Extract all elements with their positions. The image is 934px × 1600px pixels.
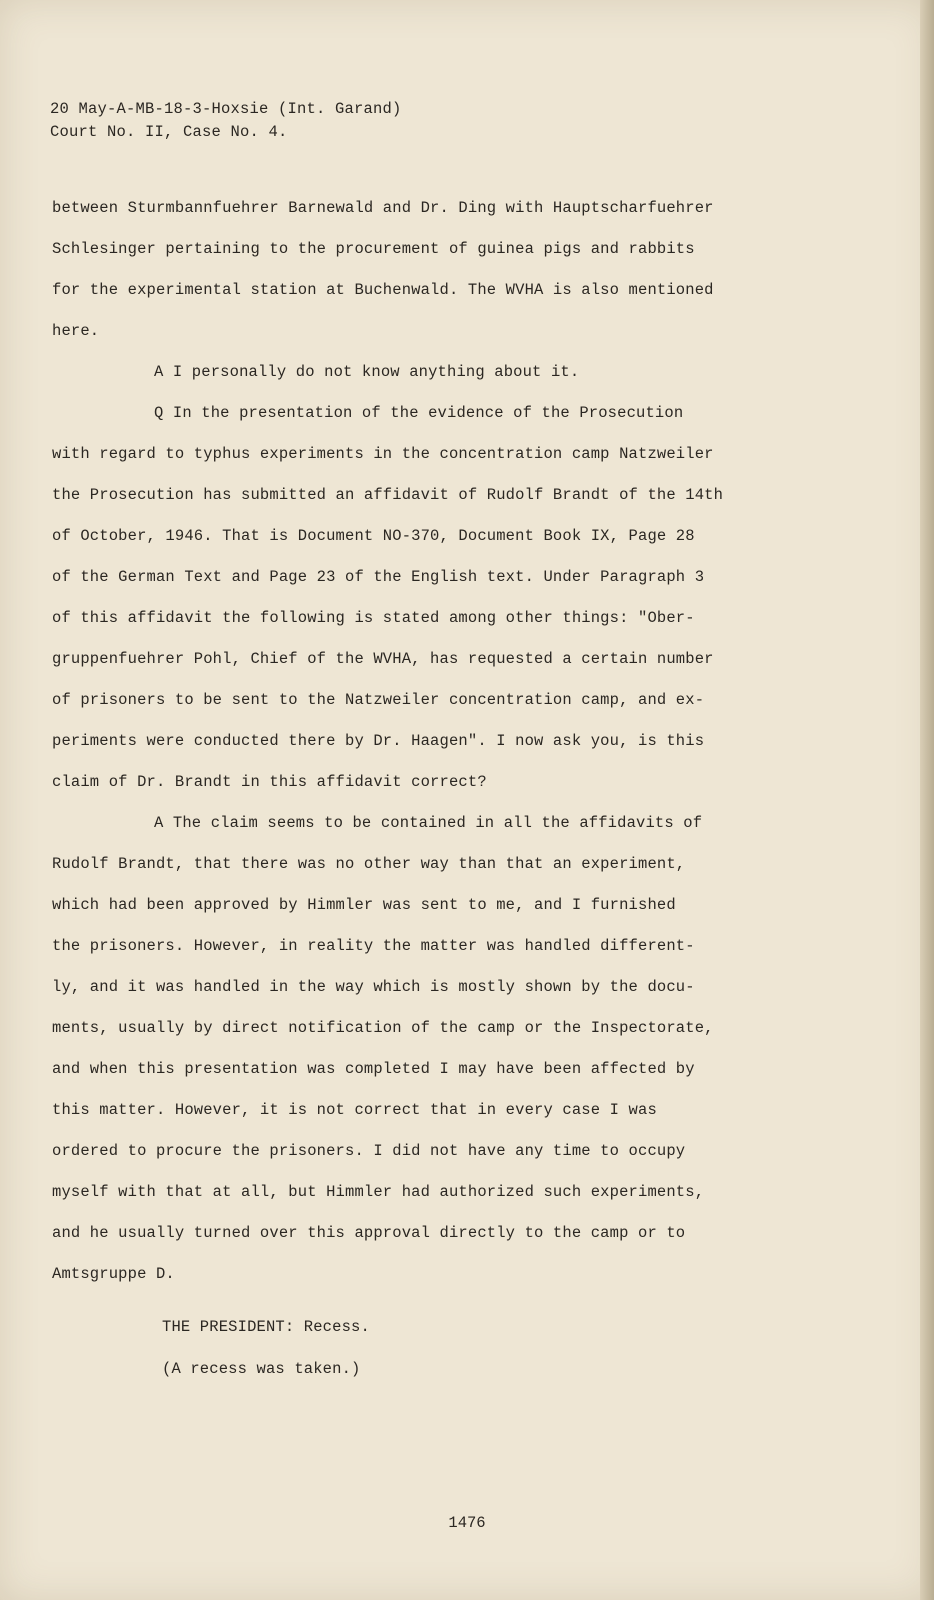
page-edge xyxy=(920,0,934,1600)
text-line: and he usually turned over this approval directly to the camp or to xyxy=(52,1224,686,1242)
page-header xyxy=(50,98,402,144)
text-line: with regard to typhus experiments in the concentration camp Natzweiler xyxy=(52,445,714,463)
question-line: Q In the presentation of the evidence of the Prosecution xyxy=(154,404,684,422)
text-line: for the experimental station at Buchenwald. The WVHA is also mentioned xyxy=(52,281,714,299)
text-line: ly, and it was handled in the way which is mostly shown by the docu- xyxy=(52,978,695,996)
text-line: myself with that at all, but Himmler had authorized such experiments, xyxy=(52,1183,705,1201)
text-line: between Sturmbannfuehrer Barnewald and Dr. Ding with Hauptscharfuehrer xyxy=(52,199,714,217)
page-number: 1476 xyxy=(448,1514,486,1532)
text-line: of prisoners to be sent to the Natzweiler concentration camp, and ex- xyxy=(52,691,705,709)
text-line: the Prosecution has submitted an affidavit of Rudolf Brandt of the 14th xyxy=(52,486,724,504)
text-line: ments, usually by direct notification of the camp or the Inspectorate, xyxy=(52,1019,714,1037)
text-line: claim of Dr. Brandt in this affidavit correct? xyxy=(52,773,487,791)
text-line: this matter. However, it is not correct that in every case I was xyxy=(52,1101,657,1119)
speaker-line: THE PRESIDENT: Recess. xyxy=(162,1318,370,1336)
text-line: periments were conducted there by Dr. Haagen". I now ask you, is this xyxy=(52,732,705,750)
text-line: Amtsgruppe D. xyxy=(52,1265,175,1283)
text-line: of the German Text and Page 23 of the English text. Under Paragraph 3 xyxy=(52,568,705,586)
text-line: Rudolf Brandt, that there was no other way than that an experiment, xyxy=(52,855,686,873)
text-line: and when this presentation was completed I may have been affected by xyxy=(52,1060,695,1078)
text-line: which had been approved by Himmler was sent to me, and I furnished xyxy=(52,896,676,914)
text-line: here. xyxy=(52,322,100,340)
answer-line: A I personally do not know anything about it. xyxy=(154,363,580,381)
recess-note: (A recess was taken.) xyxy=(162,1360,361,1378)
answer-line: A The claim seems to be contained in all the affidavits of xyxy=(154,814,703,832)
text-line: Schlesinger pertaining to the procurement of guinea pigs and rabbits xyxy=(52,240,695,258)
header-line-1: 20 May-A-MB-18-3-Hoxsie (Int. Garand) xyxy=(50,100,402,118)
text-line: gruppenfuehrer Pohl, Chief of the WVHA, has requested a certain number xyxy=(52,650,714,668)
header-line-2: Court No. II, Case No. 4. xyxy=(50,123,288,141)
text-line: of October, 1946. That is Document NO-370, Document Book IX, Page 28 xyxy=(52,527,695,545)
text-line: ordered to procure the prisoners. I did not have any time to occupy xyxy=(52,1142,686,1160)
text-line: the prisoners. However, in reality the matter was handled different- xyxy=(52,937,695,955)
text-line: of this affidavit the following is stated among other things: "Ober- xyxy=(52,609,695,627)
